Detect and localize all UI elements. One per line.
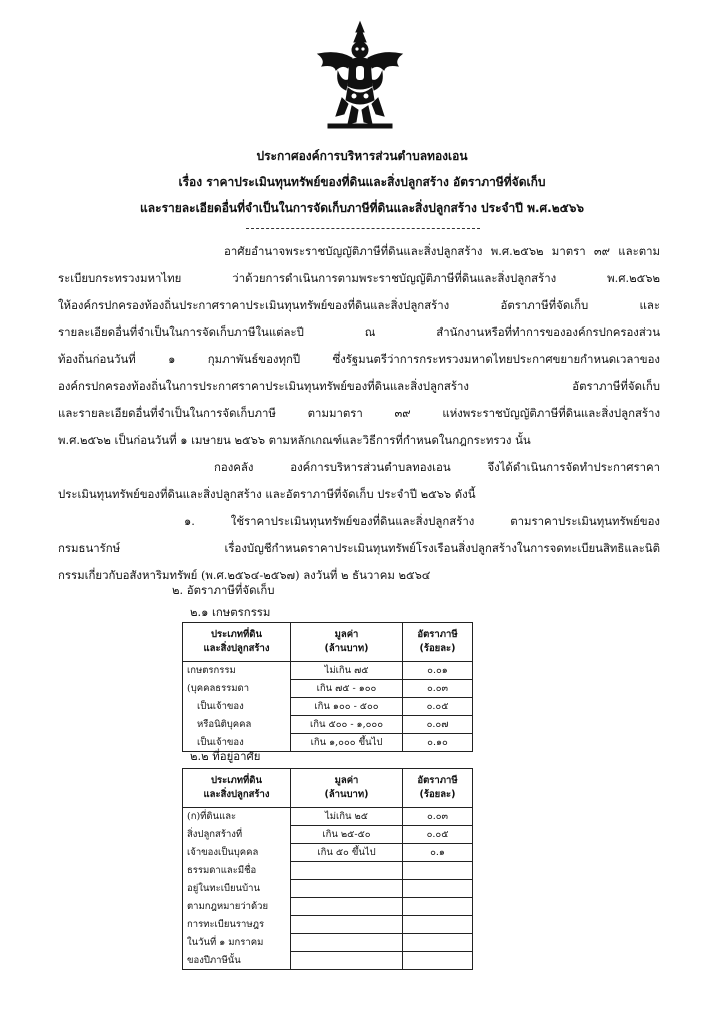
section-2-heading: ๒. อัตราภาษีที่จัดเก็บ [172,583,275,597]
rate-cell [403,880,473,898]
column-header-rate: อัตราภาษี (ร้อยละ) [403,623,473,662]
rate-cell: ๐.๐๕ [403,826,473,844]
value-cell: เกิน ๕๐๐ - ๑,๐๐๐ [291,716,403,734]
paragraph-3-line: กรรมเกี่ยวกับอสังหาริมทรัพย์ (พ.ศ.๒๕๖๔-๒๕๖๗) ลงวันที่ ๒ ธันวาคม ๒๕๖๔ [58,568,431,582]
table-row [183,716,473,734]
paragraph-1-line: พ.ศ.๒๕๖๒ เป็นก่อนวันที่ ๑ เมษายน ๒๕๖๖ ตามหลักเกณฑ์และวิธีการที่กำหนดในกฎกระทรวง นั้น [58,433,531,447]
table-row [183,698,473,716]
type-cell: (บุคคลธรรมดา [183,680,291,698]
table-row [183,952,473,970]
table-row [183,844,473,862]
rate-cell [403,862,473,880]
announcement-subject-cont: และรายละเอียดอื่นที่จำเป็นในการจัดเก็บภาษีที่ดินและสิ่งปลูกสร้าง ประจำปี พ.ศ.๒๕๖๖ [140,201,584,215]
rate-cell: ๐.๐๓ [403,808,473,826]
column-header-type: ประเภทที่ดิน และสิ่งปลูกสร้าง [183,623,291,662]
section-2-1-heading: ๒.๑ เกษตรกรรม [190,605,271,619]
type-cell: การทะเบียนราษฎร [183,916,291,934]
announcement-title: ประกาศองค์การบริหารส่วนตำบลทองเอน [256,149,468,163]
rate-cell: ๐.๑ [403,844,473,862]
rate-cell [403,952,473,970]
paragraph-1-line: และรายละเอียดอื่นที่จำเป็นในการจัดเก็บภาษี ตามมาตรา ๓๙ แห่งพระราชบัญญัติภาษีที่ดินและสิ่งปลูกสร้าง [58,406,660,420]
paragraph-1-line: อาศัยอำนาจพระราชบัญญัติภาษีที่ดินและสิ่งปลูกสร้าง พ.ศ.๒๕๖๒ มาตรา ๓๙ และตาม [224,244,660,258]
table-row [183,934,473,952]
column-header-value: มูลค่า (ล้านบาท) [291,623,403,662]
type-cell: อยู่ในทะเบียนบ้าน [183,880,291,898]
paragraph-1-line: องค์กรปกครองท้องถิ่นในการประกาศราคาประเมินทุนทรัพย์ของที่ดินและสิ่งปลูกสร้าง อัตราภาษีที่จัดเก็บ [58,379,660,393]
column-header-value: มูลค่า (ล้านบาท) [291,769,403,808]
residential-rate-table [182,768,473,970]
table-row [183,826,473,844]
type-cell: (ก)ที่ดินและ [183,808,291,826]
announcement-subject: เรื่อง ราคาประเมินทุนทรัพย์ของที่ดินและสิ่งปลูกสร้าง อัตราภาษีที่จัดเก็บ [178,175,546,189]
rate-cell [403,898,473,916]
table-row [183,662,473,680]
type-cell: เกษตรกรรม [183,662,291,680]
type-cell: ธรรมดาและมีชื่อ [183,862,291,880]
table-row [183,862,473,880]
type-cell: เจ้าของเป็นบุคคล [183,844,291,862]
type-cell: หรือนิติบุคคล [183,716,291,734]
paragraph-1-line: รายละเอียดอื่นที่จำเป็นในการจัดเก็บภาษีในแต่ละปี ณ สำนักงานหรือที่ทำการขององค์กรปกครองส่วน [58,325,660,339]
type-cell: เป็นเจ้าของ [183,698,291,716]
column-header-type: ประเภทที่ดิน และสิ่งปลูกสร้าง [183,769,291,808]
table-row [183,916,473,934]
type-cell: สิ่งปลูกสร้างที่ [183,826,291,844]
table-row [183,808,473,826]
agriculture-rate-table [182,622,473,752]
value-cell [291,862,403,880]
paragraph-1-line: ท้องถิ่นก่อนวันที่ ๑ กุมภาพันธ์ของทุกปี ซึ่งรัฐมนตรีว่าการกระทรวงมหาดไทยประกาศขยายกำหนดเวลาของ [58,352,660,366]
paragraph-1-line: ระเบียบกระทรวงมหาไทย ว่าด้วยการดำเนินการตามพระราชบัญญัติภาษีที่ดินและสิ่งปลูกสร้าง พ.ศ.๒๕๖๒ [58,271,660,285]
value-cell: เกิน ๕๐ ขึ้นไป [291,844,403,862]
value-cell: เกิน ๗๕ - ๑๐๐ [291,680,403,698]
column-header-rate: อัตราภาษี (ร้อยละ) [403,769,473,808]
table-header-row [183,769,473,808]
garuda-emblem-icon [312,20,408,130]
type-cell: ตามกฎหมายว่าด้วย [183,898,291,916]
type-cell: เป็นเจ้าของ [183,734,291,752]
type-cell: ของปีภาษีนั้น [183,952,291,970]
rate-cell: ๐.๐๓ [403,680,473,698]
paragraph-2-line: กองคลัง องค์การบริหารส่วนตำบลทองเอน จึงได้ดำเนินการจัดทำประกาศราคา [214,460,660,474]
value-cell: เกิน ๒๕-๕๐ [291,826,403,844]
value-cell: ไม่เกิน ๗๕ [291,662,403,680]
table-row [183,898,473,916]
table-row [183,880,473,898]
value-cell: เกิน ๑๐๐ - ๕๐๐ [291,698,403,716]
value-cell: เกิน ๑,๐๐๐ ขึ้นไป [291,734,403,752]
value-cell: ไม่เกิน ๒๕ [291,808,403,826]
paragraph-3-line: ๑. ใช้ราคาประเมินทุนทรัพย์ของที่ดินและสิ่งปลูกสร้าง ตามราคาประเมินทุนทรัพย์ของ [184,514,660,528]
table-row [183,680,473,698]
paragraph-3-line: กรมธนารักษ์ เรื่องบัญชีกำหนดราคาประเมินทุนทรัพย์โรงเรือนสิ่งปลูกสร้างในการจดทะเบียนสิทธิและนิติ [58,541,660,555]
rate-cell: ๐.๐๗ [403,716,473,734]
separator-line [246,228,480,229]
type-cell: ในวันที่ ๑ มกราคม [183,934,291,952]
value-cell [291,898,403,916]
table-header-row [183,623,473,662]
value-cell [291,916,403,934]
rate-cell: ๐.๐๑ [403,662,473,680]
paragraph-2-line: ประเมินทุนทรัพย์ของที่ดินและสิ่งปลูกสร้าง และอัตราภาษีที่จัดเก็บ ประจำปี ๒๕๖๖ ดังนี้ [58,487,476,501]
rate-cell: ๐.๑๐ [403,734,473,752]
value-cell [291,952,403,970]
rate-cell [403,916,473,934]
value-cell [291,880,403,898]
section-2-2-heading: ๒.๒ ที่อยู่อาศัย [190,749,261,763]
rate-cell: ๐.๐๕ [403,698,473,716]
paragraph-1-line: ให้องค์กรปกครองท้องถิ่นประกาศราคาประเมินทุนทรัพย์ของที่ดินและสิ่งปลูกสร้าง อัตราภาษีที่จัดเก็บ และ [58,298,660,312]
value-cell [291,934,403,952]
rate-cell [403,934,473,952]
